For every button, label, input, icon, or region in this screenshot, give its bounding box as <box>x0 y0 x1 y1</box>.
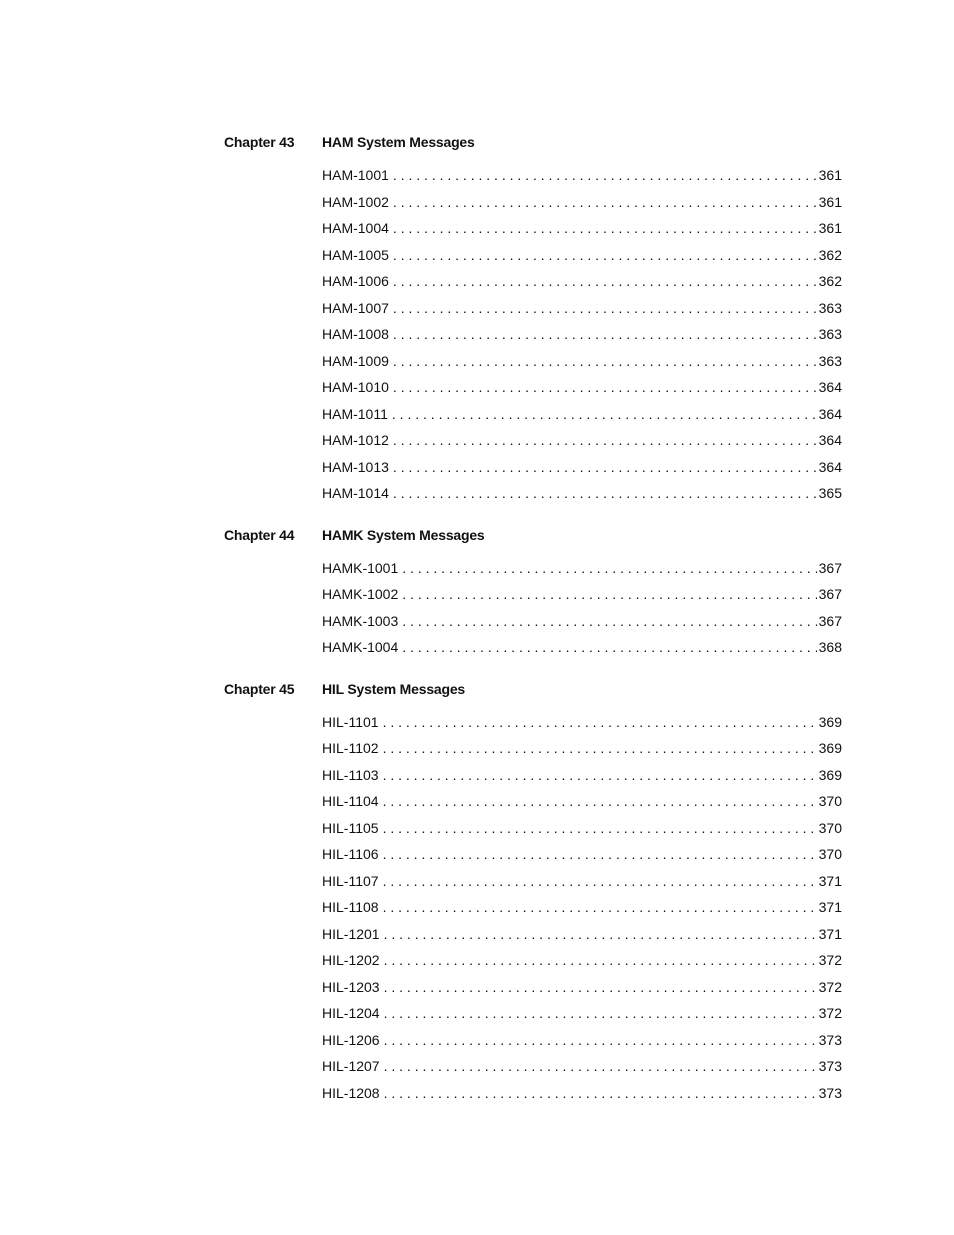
entry-code: HAM-1004 <box>322 220 389 236</box>
entry-code: HAM-1011 <box>322 405 388 422</box>
entry-code: HIL-1105 <box>322 819 379 836</box>
dot-leader <box>393 268 817 295</box>
entry-code: HAM-1002 <box>322 193 389 210</box>
entry-code: HIL-1203 <box>322 978 380 995</box>
toc-entry[interactable] <box>322 1053 842 1080</box>
entry-code: HAMK-1004 <box>322 639 399 655</box>
entry-code: HIL-1107 <box>322 872 379 889</box>
dot-leader <box>393 189 817 216</box>
entry-page: 373 <box>818 1058 842 1074</box>
toc-entry[interactable] <box>322 348 842 375</box>
chapter-label: Chapter 44 <box>224 526 295 543</box>
entry-page: 368 <box>818 639 842 655</box>
toc-entry[interactable] <box>322 974 842 1001</box>
chapter-45-entries <box>322 709 842 1107</box>
entry-code: HAM-1009 <box>322 352 389 369</box>
entry-page: 372 <box>818 978 842 995</box>
entry-code: HIL-1201 <box>322 925 380 942</box>
entry-code: HAMK-1002 <box>322 586 399 602</box>
toc-entry[interactable] <box>322 921 842 948</box>
toc-entry[interactable] <box>322 1027 842 1054</box>
entry-code: HAM-1013 <box>322 458 389 475</box>
toc-entry[interactable] <box>322 374 842 401</box>
entry-code: HIL-1204 <box>322 1005 380 1021</box>
dot-leader <box>393 480 817 507</box>
entry-code: HAMK-1003 <box>322 612 399 629</box>
dot-leader <box>383 841 817 868</box>
dot-leader <box>384 921 817 948</box>
chapter-43-section <box>224 134 842 507</box>
toc-entry[interactable] <box>322 268 842 295</box>
dot-leader <box>402 634 816 661</box>
dot-leader <box>393 295 817 322</box>
dot-leader <box>383 894 817 921</box>
toc-entry[interactable] <box>322 947 842 974</box>
toc-entry[interactable] <box>322 427 842 454</box>
entry-page: 361 <box>818 193 842 210</box>
toc-entry[interactable] <box>322 894 842 921</box>
chapter-title[interactable]: HAM System Messages <box>322 134 475 150</box>
toc-entry[interactable] <box>322 215 842 242</box>
chapter-label: Chapter 45 <box>224 680 295 697</box>
toc-entry[interactable] <box>322 815 842 842</box>
dot-leader <box>393 427 817 454</box>
toc-entry[interactable] <box>322 162 842 189</box>
dot-leader <box>402 555 816 582</box>
chapter-44-section <box>224 527 842 661</box>
dot-leader <box>383 735 817 762</box>
entry-code: HIL-1106 <box>322 846 379 862</box>
entry-page: 363 <box>818 326 842 342</box>
chapter-heading <box>224 527 842 549</box>
entry-page: 370 <box>818 846 842 862</box>
entry-page: 373 <box>818 1084 842 1101</box>
dot-leader <box>384 1000 817 1027</box>
chapter-45-section <box>224 681 842 1107</box>
chapter-heading <box>224 681 842 703</box>
toc-entry[interactable] <box>322 788 842 815</box>
dot-leader <box>402 581 816 608</box>
entry-code: HAM-1001 <box>322 167 389 183</box>
entry-code: HIL-1207 <box>322 1058 380 1074</box>
entry-page: 372 <box>818 952 842 968</box>
entry-page: 364 <box>818 405 842 422</box>
toc-entry[interactable] <box>322 608 842 635</box>
dot-leader <box>384 1053 817 1080</box>
dot-leader <box>383 762 817 789</box>
entry-page: 362 <box>818 273 842 289</box>
entry-page: 361 <box>818 167 842 183</box>
entry-code: HAM-1006 <box>322 273 389 289</box>
dot-leader <box>384 1080 817 1107</box>
entry-page: 370 <box>818 819 842 836</box>
entry-code: HAM-1012 <box>322 432 389 448</box>
entry-code: HIL-1208 <box>322 1084 380 1101</box>
chapter-label: Chapter 43 <box>224 134 295 150</box>
toc-entry[interactable] <box>322 841 842 868</box>
entry-code: HAM-1005 <box>322 246 389 263</box>
toc-entry[interactable] <box>322 868 842 895</box>
toc-entry[interactable] <box>322 762 842 789</box>
dot-leader <box>393 215 817 242</box>
entry-code: HAMK-1001 <box>322 559 399 576</box>
entry-page: 362 <box>818 246 842 263</box>
entry-page: 367 <box>818 586 842 602</box>
entry-page: 370 <box>818 793 842 809</box>
entry-code: HAM-1010 <box>322 379 389 395</box>
dot-leader <box>393 162 817 189</box>
toc-entry[interactable] <box>322 321 842 348</box>
entry-code: HIL-1103 <box>322 766 379 783</box>
chapter-44-entries <box>322 555 842 661</box>
dot-leader <box>392 401 817 428</box>
dot-leader <box>393 242 817 269</box>
entry-code: HIL-1104 <box>322 793 379 809</box>
toc-entry[interactable] <box>322 401 842 428</box>
entry-page: 369 <box>818 740 842 756</box>
entry-page: 367 <box>818 559 842 576</box>
entry-code: HAM-1008 <box>322 326 389 342</box>
entry-page: 361 <box>818 220 842 236</box>
toc-entry[interactable] <box>322 295 842 322</box>
entry-page: 373 <box>818 1031 842 1048</box>
dot-leader <box>402 608 816 635</box>
chapter-title[interactable]: HIL System Messages <box>322 680 466 697</box>
entry-page: 372 <box>818 1005 842 1021</box>
toc-entry[interactable] <box>322 735 842 762</box>
dot-leader <box>384 974 817 1001</box>
toc-entry[interactable] <box>322 634 842 661</box>
entry-page: 371 <box>818 925 842 942</box>
entry-page: 363 <box>818 352 842 369</box>
entry-page: 365 <box>818 485 842 501</box>
entry-code: HIL-1206 <box>322 1031 380 1048</box>
dot-leader <box>393 321 817 348</box>
toc-entry[interactable] <box>322 581 842 608</box>
entry-code: HIL-1101 <box>322 713 379 730</box>
chapter-title[interactable]: HAMK System Messages <box>322 526 485 543</box>
dot-leader <box>393 374 817 401</box>
toc-entry[interactable] <box>322 189 842 216</box>
entry-code: HIL-1108 <box>322 899 379 915</box>
toc-entry[interactable] <box>322 709 842 736</box>
chapter-heading <box>224 134 842 156</box>
toc-entry[interactable] <box>322 242 842 269</box>
dot-leader <box>393 348 817 375</box>
entry-page: 364 <box>818 379 842 395</box>
entry-page: 363 <box>818 299 842 316</box>
toc-entry[interactable] <box>322 1000 842 1027</box>
entry-page: 367 <box>818 612 842 629</box>
dot-leader <box>384 947 817 974</box>
dot-leader <box>383 709 817 736</box>
entry-page: 369 <box>818 766 842 783</box>
entry-code: HIL-1202 <box>322 952 380 968</box>
dot-leader <box>383 868 817 895</box>
entry-code: HIL-1102 <box>322 740 379 756</box>
toc-entry[interactable] <box>322 1080 842 1107</box>
dot-leader <box>393 454 817 481</box>
chapter-43-entries <box>322 162 842 507</box>
entry-code: HAM-1007 <box>322 299 389 316</box>
entry-page: 364 <box>818 458 842 475</box>
dot-leader <box>383 788 817 815</box>
entry-page: 371 <box>818 899 842 915</box>
entry-page: 371 <box>818 872 842 889</box>
toc-entry[interactable] <box>322 555 842 582</box>
dot-leader <box>383 815 817 842</box>
entry-page: 369 <box>818 713 842 730</box>
toc-entry[interactable] <box>322 454 842 481</box>
entry-code: HAM-1014 <box>322 485 389 501</box>
toc-entry[interactable] <box>322 480 842 507</box>
dot-leader <box>384 1027 817 1054</box>
table-of-contents <box>224 134 842 1126</box>
entry-page: 364 <box>818 432 842 448</box>
